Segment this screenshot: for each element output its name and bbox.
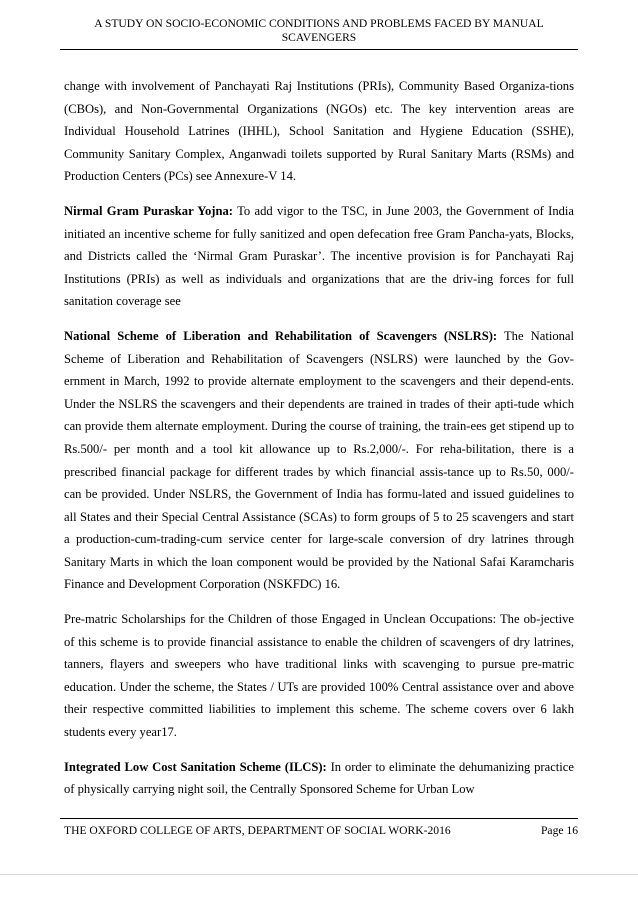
running-header bbox=[60, 17, 578, 45]
header-divider bbox=[60, 49, 578, 50]
paragraph-text: Pre-matric Scholarships for the Children of those Engaged in Unclean Occupations: The ob-jective of this scheme is to provide financial assistance to enable the children of scavengers of dry latrines, tanners, flayers and sweepers who have traditional links with scavenging to pursue pre-matric education. Under the scheme, the States / UTs are provided 100% Central assistance over and above their respective committed liabilities to implement this scheme. The scheme covers over 6 lakh students every year17. bbox=[64, 612, 574, 740]
footer-institution: THE OXFORD COLLEGE OF ARTS, DEPARTMENT OF SOCIAL WORK-2016 bbox=[64, 824, 451, 837]
paragraph-heading: Nirmal Gram Puraskar Yojna: bbox=[64, 203, 233, 218]
footer-divider bbox=[60, 818, 578, 819]
page-number: Page 16 bbox=[540, 824, 578, 837]
page-edge-divider bbox=[0, 874, 638, 875]
header-title-line2: SCAVENGERS bbox=[281, 31, 357, 44]
paragraph-tsc-continued bbox=[64, 75, 574, 188]
paragraph-text: change with involvement of Panchayati Raj Institutions (PRIs), Community Based Organiza-tions (CBOs), and Non-Governmental Organizations (NGOs) etc. The key intervention areas are Individual Household Latrines (IHHL), School Sanitation and Hygiene Education (SSHE), Community Sanitary Complex, Anganwadi toilets supported by Rural Sanitary Marts (RSMs) and Production Centers (PCs) see Annexure-V 14. bbox=[64, 79, 574, 184]
paragraph-nirmal-gram bbox=[64, 200, 574, 313]
paragraph-text: In order to eliminate the dehumanizing practice of physically carrying night soil, the Centrally Sponsored Scheme for Urban Low bbox=[64, 759, 574, 797]
paragraph-nslrs bbox=[64, 325, 574, 596]
header-title-line1: A STUDY ON SOCIO-ECONOMIC CONDITIONS AND PROBLEMS FACED BY MANUAL bbox=[94, 17, 544, 30]
paragraph-heading: National Scheme of Liberation and Rehabilitation of Scavengers (NSLRS): bbox=[64, 328, 498, 343]
paragraph-ilcs bbox=[64, 756, 574, 801]
paragraph-text: The National Scheme of Liberation and Rehabilitation of Scavengers (NSLRS) were launched by the Gov-ernment in March, 1992 to provide alternate employment to the scavengers and their depend-ents. Under the NSLRS the scavengers and their dependents are trained in trades of their apti-tude which can provide them alternate employment. During the course of training, the train-ees get stipend up to Rs.500/- per month and a tool kit allowance up to Rs.2,000/-. For reha-bilitation, there is a prescribed financial package for different trades by which financial assis-tance up to Rs.50, 000/- can be provided. Under NSLRS, the Government of India has formu-lated and issued guidelines to all States and their Special Central Assistance (SCAs) to form groups of 5 to 25 scavengers and start a production-cum-trading-cum service center for large-scale conversion of dry latrines through Sanitary Marts in which the loan component would be provided by the National Safai Karamcharis Finance and Development Corporation (NSKFDC) 16. bbox=[64, 328, 574, 592]
paragraph-text: To add vigor to the TSC, in June 2003, the Government of India initiated an incentive scheme for fully sanitized and open defecation free Gram Pancha-yats, Blocks, and Districts called the ‘Nirmal Gram Puraskar’. The incentive provision is for Panchayati Raj Institutions (PRIs) as well as individuals and organizations that are the driv-ing forces for full sanitation coverage see bbox=[64, 203, 575, 309]
page-body bbox=[64, 75, 574, 801]
paragraph-heading: Integrated Low Cost Sanitation Scheme (ILCS): bbox=[64, 759, 327, 774]
paragraph-pre-matric bbox=[64, 608, 574, 744]
